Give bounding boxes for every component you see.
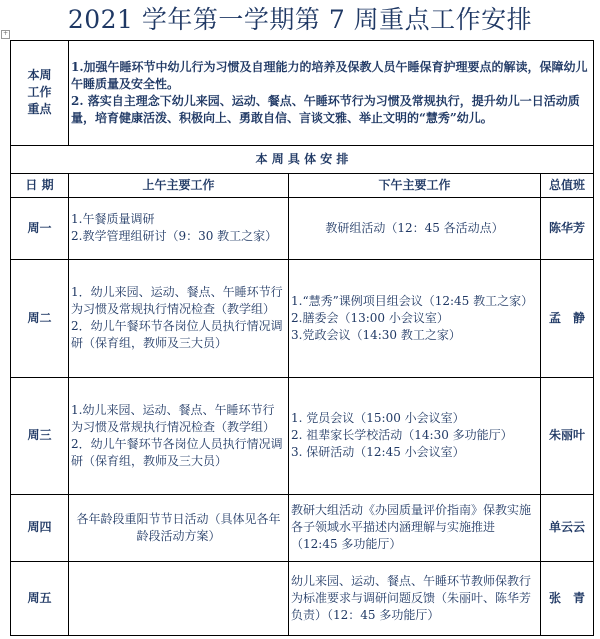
afternoon-cell: 教研大组活动《办园质量评价指南》保教实施各子领域水平描述内涵理解与实施推进（12:45 多功能厅） — [289, 495, 541, 561]
morning-cell: 1．幼儿来园、运动、餐点、午睡环节行为习惯及常规执行情况检查（教学组） 2．幼儿午餐环节各岗位人员执行情况调研（保育组，教师及三大员） — [69, 260, 289, 378]
table-row — [11, 377, 594, 495]
duty-cell: 单云云 — [541, 495, 594, 561]
duty-cell: 朱丽叶 — [541, 377, 594, 495]
duty-cell: 张 青 — [541, 561, 594, 635]
morning-cell — [69, 561, 289, 635]
morning-cell: 各年龄段重阳节节日活动（具体见各年龄段活动方案） — [69, 495, 289, 561]
afternoon-cell: 1. 党员会议（15:00 小会议室） 2. 祖辈家长学校活动（14:30 多功能厅） 3. 保研活动（12:45 小会议室） — [289, 377, 541, 495]
schedule-heading: 本 周 具 体 安 排 — [11, 145, 594, 173]
col-header-morning: 上午主要工作 — [69, 173, 289, 197]
duty-cell: 孟 静 — [541, 260, 594, 378]
column-header-row — [11, 173, 594, 197]
table-move-handle-icon[interactable]: + — [2, 30, 9, 37]
table-row — [11, 260, 594, 378]
focus-label: 本周 工作 重点 — [11, 41, 69, 146]
day-cell: 周二 — [11, 260, 69, 378]
col-header-duty: 总值班 — [541, 173, 594, 197]
morning-cell: 1.午餐质量调研 2.教学管理组研讨（9：30 教工之家） — [69, 197, 289, 259]
col-header-afternoon: 下午主要工作 — [289, 173, 541, 197]
duty-cell: 陈华芳 — [541, 197, 594, 259]
focus-item: 2. 落实自主理念下幼儿来园、运动、餐点、午睡环节行为习惯及常规执行，提升幼儿一日活动质量，培育健康活泼、积极向上、勇敢自信、言谈文雅、举止文明的“慧秀”幼儿。 — [71, 93, 580, 125]
morning-cell: 1.幼儿来园、运动、餐点、午睡环节行为习惯及常规执行情况检查（教学组） 2．幼儿午餐环节各岗位人员执行情况调研（保育组，教师及三大员） — [69, 377, 289, 495]
day-cell: 周四 — [11, 495, 69, 561]
afternoon-cell: 教研组活动（12：45 各活动点） — [289, 197, 541, 259]
day-cell: 周五 — [11, 561, 69, 635]
afternoon-cell: 幼儿来园、运动、餐点、午睡环节教师保教行为标准要求与调研问题反馈（朱丽叶、陈华芳负责）（12：45 多功能厅） — [289, 561, 541, 635]
day-cell: 周三 — [11, 377, 69, 495]
col-header-day: 日 期 — [11, 173, 69, 197]
afternoon-cell: 1.“慧秀”课例项目组会议（12:45 教工之家） 2.膳委会（13:00 小会议室） 3.党政会议（14:30 教工之家） — [289, 260, 541, 378]
page-title: 2021 学年第一学期第 7 周重点工作安排 — [67, 5, 533, 34]
schedule-table — [10, 40, 594, 636]
focus-row — [11, 41, 594, 146]
table-row — [11, 495, 594, 561]
table-row — [11, 197, 594, 259]
day-cell: 周一 — [11, 197, 69, 259]
table-row — [11, 561, 594, 635]
focus-item: 1.加强午睡环节中幼儿行为习惯及自理能力的培养及保教人员午睡保育护理要点的解读，保障幼儿午睡质量及安全性。 — [71, 59, 588, 91]
focus-content — [69, 41, 594, 146]
